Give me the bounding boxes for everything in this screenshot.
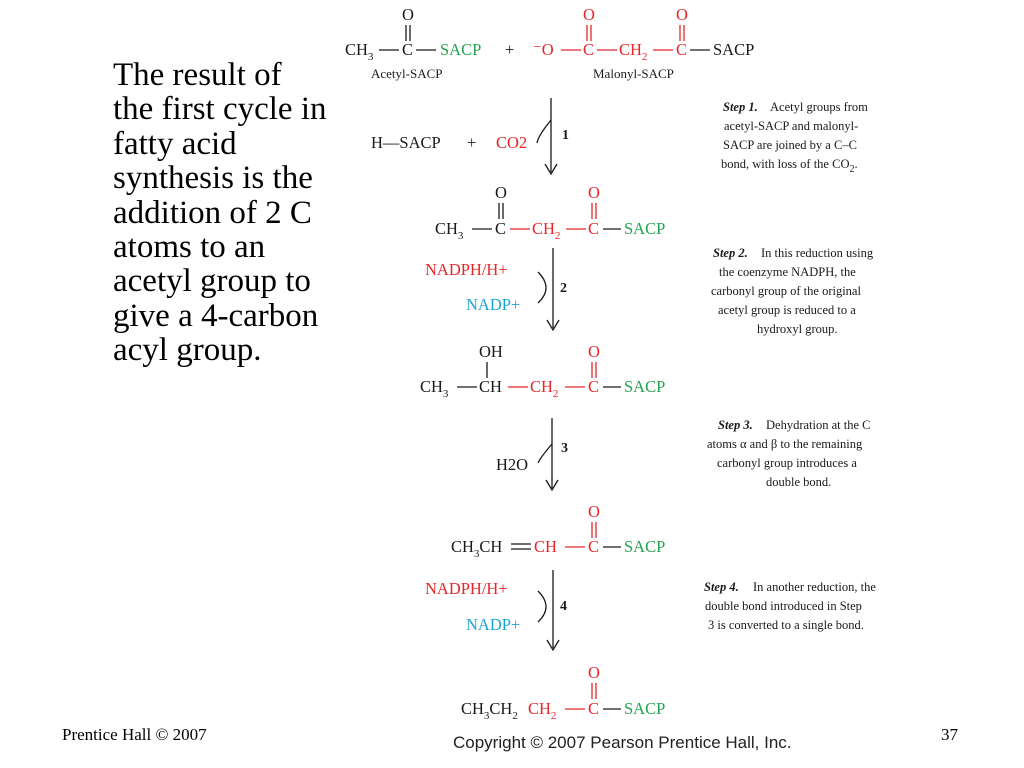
svg-text:⁻O: ⁻O: [533, 40, 554, 59]
malonyl-sacp-structure: [533, 5, 754, 63]
step-2-reagent: NADPH/H+: [425, 260, 508, 279]
svg-text:OH: OH: [479, 342, 503, 361]
svg-text:O: O: [676, 5, 688, 24]
svg-text:C: C: [588, 537, 600, 556]
acetyl-sacp-label: Acetyl-SACP: [371, 66, 443, 81]
footer-publisher: Prentice Hall © 2007: [62, 725, 207, 744]
svg-text:carbonyl group introduces a: carbonyl group introduces a: [717, 456, 857, 470]
svg-text:CH3CH: $CH_3CH$: [451, 537, 503, 560]
svg-text:SACP are joined by a C–C: SACP are joined by a C–C: [723, 138, 857, 152]
svg-text:CH3: $CH_3$: [345, 40, 374, 63]
butyryl-sacp-structure: [461, 663, 665, 722]
svg-text:3 is converted to a single bon: 3 is converted to a single bond.: [708, 618, 864, 632]
svg-text:C: C: [588, 377, 600, 396]
svg-text:Acetyl groups from: Acetyl groups from: [770, 100, 868, 114]
svg-text:CH2: $CH_2$: [619, 40, 648, 63]
step-1-byproduct-co2: CO2: [496, 133, 528, 152]
svg-text:CH3CH2: $CH_3CH_2$: [461, 699, 518, 722]
svg-text:CH: CH: [534, 537, 557, 556]
svg-text:In another reduction, the: In another reduction, the: [753, 580, 876, 594]
step-4-product: NADP+: [466, 615, 521, 634]
step-1-byproduct-hsacp: H—SACP: [371, 133, 441, 152]
step-4-arrow: [538, 570, 559, 650]
svg-text:C: C: [588, 219, 600, 238]
step-2-arrow: [538, 248, 559, 330]
acetoacetyl-sacp-structure: [435, 183, 665, 242]
svg-text:SACP: SACP: [713, 40, 755, 59]
reactant-plus: +: [505, 40, 515, 59]
slide-main-text: The result of the first cycle in fatty acid synthesis is the addition of 2 C atoms to an acetyl group to give a 4-carbon acyl group.: [113, 57, 327, 369]
svg-text:CH3: $CH_3$: [420, 377, 449, 400]
step-2-number: 2: [560, 281, 567, 296]
step-1-number: 1: [562, 128, 569, 143]
svg-text:C: C: [402, 40, 414, 59]
svg-text:SACP: SACP: [624, 219, 666, 238]
step-3-byproduct-h2o: H2O: [496, 455, 529, 474]
svg-text:atoms α and β to the remaining: atoms α and β to the remaining: [707, 437, 863, 451]
svg-text:C: C: [676, 40, 688, 59]
step-2-product: NADP+: [466, 295, 521, 314]
svg-text:C: C: [495, 219, 507, 238]
step-3-label: Step 3.: [718, 418, 753, 432]
svg-text:O: O: [402, 5, 414, 24]
svg-text:O: O: [588, 342, 600, 361]
crotonyl-sacp-structure: [451, 502, 665, 560]
step-2-description: [711, 246, 874, 336]
svg-text:In this reduction using: In this reduction using: [761, 246, 874, 260]
copyright-notice: Copyright © 2007 Pearson Prentice Hall, Inc.: [453, 733, 792, 752]
step-1-description: [721, 100, 868, 175]
svg-text:O: O: [588, 502, 600, 521]
svg-text:acetyl-SACP and malonyl-: acetyl-SACP and malonyl-: [724, 119, 859, 133]
svg-text:the coenzyme NADPH, the: the coenzyme NADPH, the: [719, 265, 856, 279]
step-4-label: Step 4.: [704, 580, 739, 594]
step-1-arrow: [537, 98, 557, 174]
svg-text:double bond.: double bond.: [766, 475, 832, 489]
svg-text:carbonyl group of the original: carbonyl group of the original: [711, 284, 861, 298]
svg-text:O: O: [583, 5, 595, 24]
acetyl-sacp-structure: [345, 5, 481, 63]
step-1-plus: +: [467, 133, 477, 152]
svg-text:acetyl group is reduced to a: acetyl group is reduced to a: [718, 303, 856, 317]
svg-text:bond, with loss of the CO2.: bond, with loss of the $CO_2$.: [721, 157, 858, 175]
svg-text:CH2: $CH_2$: [530, 377, 559, 400]
svg-text:SACP: SACP: [624, 377, 666, 396]
slide-number: 37: [941, 725, 958, 744]
svg-text:hydroxyl group.: hydroxyl group.: [757, 322, 838, 336]
step-1-label: Step 1.: [723, 100, 758, 114]
svg-text:SACP: SACP: [440, 40, 482, 59]
svg-text:CH: CH: [479, 377, 502, 396]
svg-text:C: C: [588, 699, 600, 718]
step-2-label: Step 2.: [713, 246, 748, 260]
step-4-reagent: NADPH/H+: [425, 579, 508, 598]
svg-text:CH2: $CH_2$: [528, 699, 557, 722]
step-3-arrow: [538, 418, 558, 490]
svg-text:double bond introduced in Step: double bond introduced in Step: [705, 599, 862, 613]
svg-text:SACP: SACP: [624, 699, 666, 718]
svg-text:O: O: [495, 183, 507, 202]
svg-text:CH3: $CH_3$: [435, 219, 464, 242]
svg-text:C: C: [583, 40, 595, 59]
step-3-description: [707, 418, 871, 489]
step-4-number: 4: [560, 599, 567, 614]
svg-text:O: O: [588, 663, 600, 682]
malonyl-sacp-label: Malonyl-SACP: [593, 66, 674, 81]
step-3-number: 3: [561, 441, 568, 456]
svg-text:SACP: SACP: [624, 537, 666, 556]
hydroxybutyryl-sacp-structure: [420, 342, 665, 400]
step-4-description: [704, 580, 876, 632]
svg-text:CH2: $CH_2$: [532, 219, 561, 242]
svg-text:O: O: [588, 183, 600, 202]
svg-text:Dehydration at the C: Dehydration at the C: [766, 418, 871, 432]
